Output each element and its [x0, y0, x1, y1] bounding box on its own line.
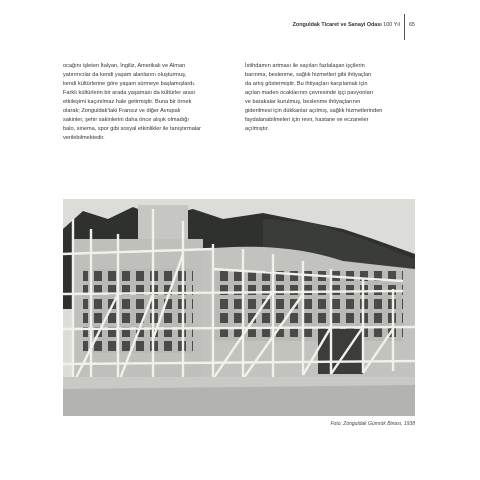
body-text-right-column: İstihdamın artması ile sayıları fazlalaşan işçilerin barınma, beslenme, sağlık hizmetleri gibi ihtiyaçları da artış göstermiştir. Bu ihtiyaçları karşılamak için açılan maden ocaklarının çevresinde işçi pavyonları ve barakalar kurulmuş, beslenme ihtiyaçlarının giderilmesi için dükkanlar açılmış, sağlık hizmetlerinden faydalanabilmeleri için revir, hastane ve eczaneler açılmıştır.	[245, 63, 383, 132]
body-text-left-column: ocağını işleten İtalyan, İngiliz, Amerikalı ve Alman yatırımcılar da kendi yaşam alanlarını oluşturmuş, kendi kültürlerine göre yaşam sürmeye başlamışlardı. Farklı kültürlerin bir arada yaşaması da kültürler arası etkileşimi kaçınılmaz hale getirmiştir. Buna bir örnek olarak; Zonguldak'taki Fransız ve diğer Avrupalı sakinler, şehir sakinlerini daha önce alışık olmadığı balo, sinema, spor gibi sosyal etkinlikler ile tanıştırmalar verilebilmektedir.	[63, 63, 202, 141]
header-divider	[404, 14, 405, 40]
page-number: 65	[409, 22, 415, 28]
photo-pavement	[63, 385, 415, 416]
photo-windows-left	[83, 269, 193, 353]
photo-caption: Foto. Zonguldak Gümrük Binası, 1938	[330, 421, 415, 427]
page-header	[0, 14, 480, 34]
running-title-bold: Zonguldak Ticaret ve Sanayi Odası	[292, 22, 382, 28]
running-title-rest: 100 Yıl	[381, 22, 400, 28]
photo-windows-right	[213, 271, 403, 341]
customs-building-photo	[63, 199, 415, 416]
running-title	[293, 22, 400, 28]
